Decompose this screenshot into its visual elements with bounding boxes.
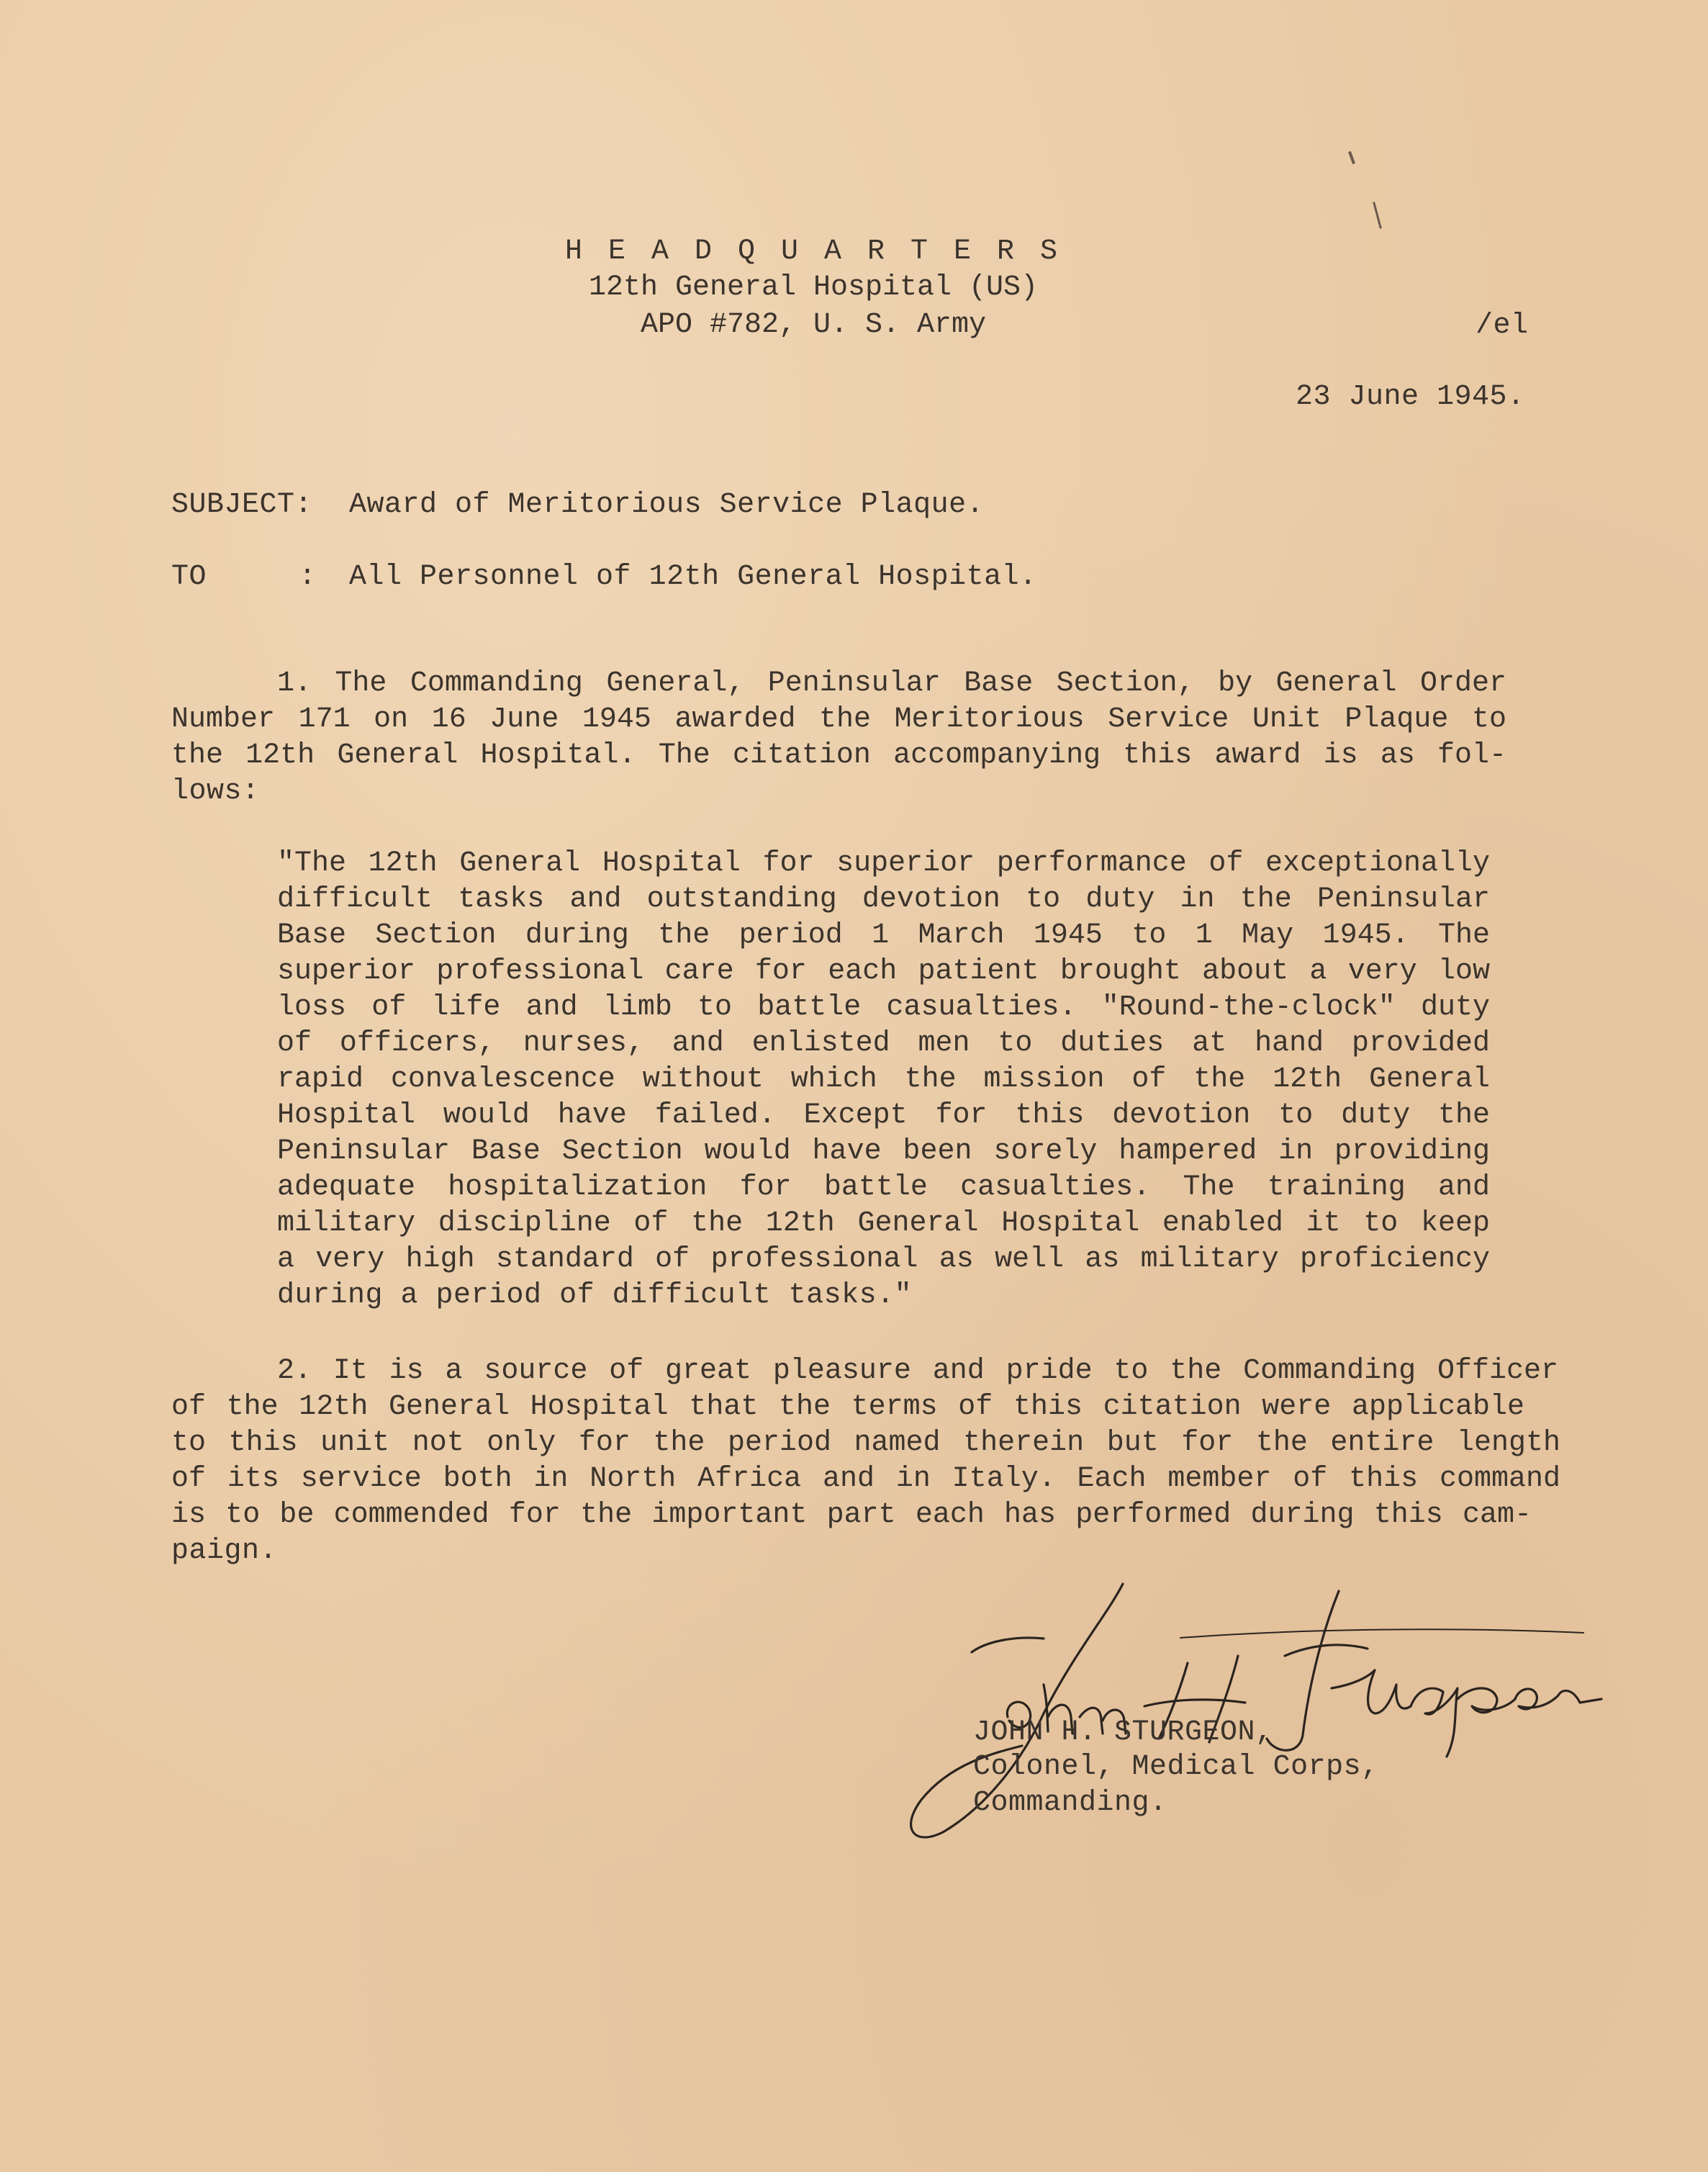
paragraph-1-line: lows: — [171, 775, 260, 808]
paper-mark — [1373, 202, 1382, 228]
paragraph-1-line: 1. The Commanding General, Peninsular Base Section, by General Order — [277, 667, 1506, 700]
paragraph-2-line: is to be commended for the important part each has performed during this cam- — [171, 1499, 1532, 1531]
letterhead-title: H E A D Q U A R T E R S — [564, 235, 1062, 268]
letterhead-unit: 12th General Hospital (US) — [588, 271, 1039, 304]
paragraph-2-line: paign. — [171, 1535, 278, 1567]
paragraph-2-line: of the 12th General Hospital that the terms of this citation were applicable — [171, 1391, 1524, 1423]
paragraph-2-line: of its service both in North Africa and in Italy. Each member of this command — [171, 1463, 1560, 1495]
paragraph-1-line: the 12th General Hospital. The citation accompanying this award is as fol- — [171, 739, 1506, 772]
subject-label: SUBJECT: — [171, 489, 313, 521]
signer-rank: Colonel, Medical Corps, — [973, 1751, 1379, 1783]
subject-text: Award of Meritorious Service Plaque. — [349, 489, 985, 521]
paper-mark — [1348, 151, 1355, 164]
signer-role: Commanding. — [973, 1787, 1167, 1819]
paragraph-2-line: to this unit not only for the period named therein but for the entire length — [171, 1427, 1560, 1459]
citation-line: difficult tasks and outstanding devotion to duty in the Peninsular — [277, 883, 1490, 916]
citation-line: during a period of difficult tasks." — [277, 1279, 913, 1312]
paragraph-1-line: Number 171 on 16 June 1945 awarded the Meritorious Service Unit Plaque to — [171, 703, 1506, 736]
citation-line: Peninsular Base Section would have been sorely hampered in providing — [277, 1135, 1490, 1168]
citation-line: superior professional care for each patient brought about a very low — [277, 955, 1490, 988]
letter-date: 23 June 1945. — [1296, 381, 1525, 413]
paragraph-2-line: 2. It is a source of great pleasure and pride to the Commanding Officer — [277, 1355, 1558, 1387]
citation-line: Base Section during the period 1 March 1945 to 1 May 1945. The — [277, 919, 1490, 952]
citation-line: rapid convalescence without which the mission of the 12th General — [277, 1063, 1490, 1096]
citation-line: a very high standard of professional as well as military proficiency — [277, 1243, 1490, 1276]
reference-initials: /el — [1476, 310, 1529, 342]
to-colon: : — [299, 561, 317, 593]
citation-line: adequate hospitalization for battle casualties. The training and — [277, 1171, 1490, 1204]
to-text: All Personnel of 12th General Hospital. — [349, 561, 1037, 593]
citation-line: loss of life and limb to battle casualties. "Round-the-clock" duty — [277, 991, 1490, 1024]
citation-line: of officers, nurses, and enlisted men to duties at hand provided — [277, 1027, 1490, 1060]
to-label: TO — [171, 561, 207, 593]
letterhead-address: APO #782, U. S. Army — [640, 309, 987, 341]
citation-line: military discipline of the 12th General Hospital enabled it to keep — [277, 1207, 1490, 1240]
citation-line: "The 12th General Hospital for superior performance of exceptionally — [277, 847, 1490, 880]
signer-name: JOHN H. STURGEON, — [973, 1716, 1273, 1749]
citation-line: Hospital would have failed. Except for this devotion to duty the — [277, 1099, 1490, 1132]
